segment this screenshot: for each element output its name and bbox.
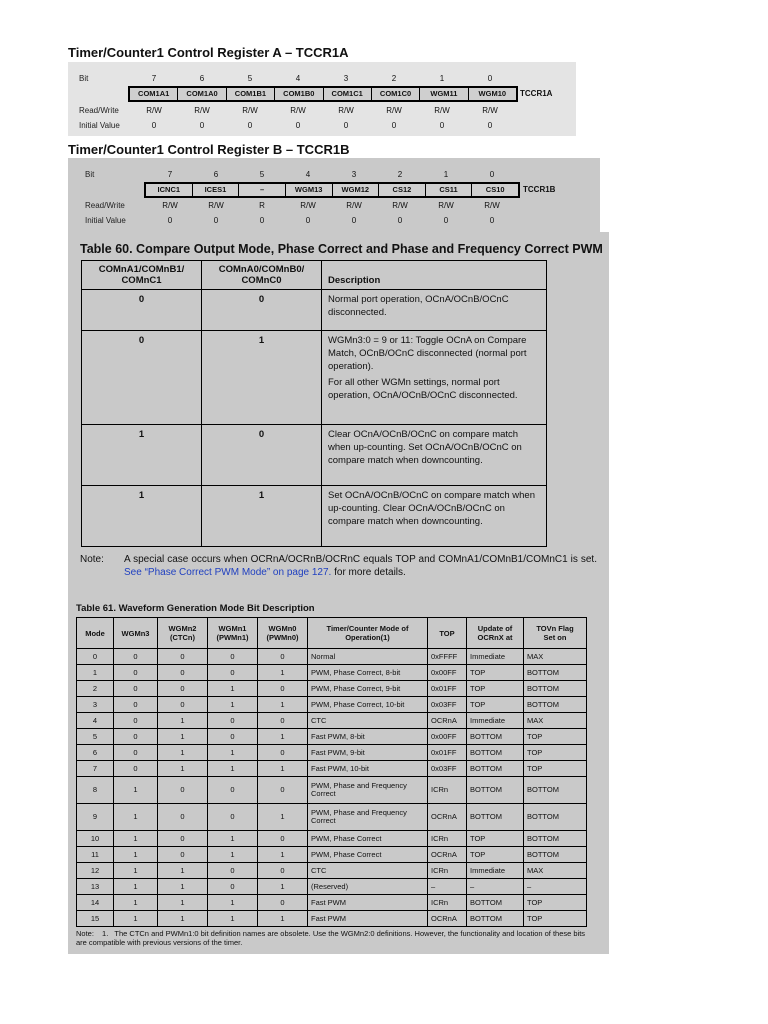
table-cell: 0 [208,863,258,879]
initial-value: 0 [247,121,253,130]
description-text: WGMn3:0 = 9 or 11: Toggle OCnA on Compare Match, OCnB/OCnC disconnected (normal port operation). [328,335,527,372]
read-write-value: R/W [438,201,454,210]
table-row [77,804,587,831]
table-cell: BOTTOM [524,831,587,847]
read-write-value: R/W [484,201,500,210]
register-b-block [68,158,600,234]
table-cell: 1 [202,486,322,547]
table-cell: TOP [467,697,524,713]
table-cell [322,486,547,547]
table-cell: 0 [158,831,208,847]
note-label: Note: [76,929,94,938]
table-cell: OCRnA [428,804,467,831]
register-field: CS11 [426,184,473,196]
table-cell: 0x03FF [428,697,467,713]
table-cell: 4 [77,713,114,729]
table-cell: – [467,879,524,895]
table-row [77,681,587,697]
table-cell: 0x00FF [428,665,467,681]
table-cell: 6 [77,745,114,761]
column-header: TOP [428,618,467,649]
table-cell: 13 [77,879,114,895]
register-field: ICES1 [193,184,240,196]
table-cell: 1 [258,847,308,863]
table-cell: 0 [158,697,208,713]
table-cell: 0x01FF [428,745,467,761]
bit-number: 3 [343,74,349,83]
table-cell: MAX [524,649,587,665]
register-b-fields [144,182,520,198]
bit-number: 5 [247,74,253,83]
bit-number: 6 [199,74,205,83]
table-cell: OCRnA [428,713,467,729]
bit-number: 4 [305,170,311,179]
table-cell: 0 [77,649,114,665]
initial-value: 0 [439,121,445,130]
bit-number: 0 [489,170,495,179]
column-header: TOVn Flag Set on [524,618,587,649]
table-row [77,697,587,713]
table-cell: 0 [208,665,258,681]
table-cell: 0 [258,831,308,847]
column-header: COMnA1/COMnB1/ COMnC1 [82,261,202,290]
initial-value: 0 [213,216,219,225]
register-a-block [68,62,576,136]
table-header-row [82,261,547,290]
table-cell: 0 [114,745,158,761]
table-60 [81,260,547,547]
bit-number: 5 [259,170,265,179]
table-cell: 1 [114,895,158,911]
table-cell: BOTTOM [524,665,587,681]
table-cell: – [524,879,587,895]
register-field: WGM12 [333,184,380,196]
table-cell: 0 [208,713,258,729]
table-cell: OCRnA [428,911,467,927]
table-cell: PWM, Phase Correct, 9-bit [308,681,428,697]
table-row [77,777,587,804]
note-label: Note: [80,554,104,565]
table-cell: 1 [82,486,202,547]
table-row [77,895,587,911]
table-cell [322,290,547,331]
table-cell: Immediate [467,649,524,665]
table-cell: 0 [208,804,258,831]
table-cell: TOP [524,911,587,927]
table-cell: 0xFFFF [428,649,467,665]
table-row [77,847,587,863]
initial-value: 0 [343,121,349,130]
table-cell: TOP [467,665,524,681]
register-field: WGM13 [286,184,333,196]
table-cell: 1 [258,879,308,895]
register-field: CS10 [485,185,505,194]
table-cell: Immediate [467,863,524,879]
bit-number: 7 [167,170,173,179]
table-cell: 1 [208,847,258,863]
table-cell: 0 [258,895,308,911]
table-cell: BOTTOM [467,895,524,911]
register-field: – [239,184,286,196]
table-cell: PWM, Phase Correct [308,831,428,847]
table-cell: ICRn [428,777,467,804]
table-cell: CTC [308,863,428,879]
table-cell: 0 [158,847,208,863]
table-cell: 5 [77,729,114,745]
table-cell: 2 [77,681,114,697]
register-field: COM1B0 [275,88,323,100]
column-header: WGMn3 [114,618,158,649]
table-cell: 9 [77,804,114,831]
read-write-value: R/W [338,106,354,115]
table-cell: 1 [258,665,308,681]
column-header: Timer/Counter Mode of Operation(1) [308,618,428,649]
table-cell: TOP [524,745,587,761]
table-cell: 0 [158,804,208,831]
table-cell: 0 [202,290,322,331]
bit-number: 6 [213,170,219,179]
initial-value: 0 [351,216,357,225]
table-cell: 11 [77,847,114,863]
table-cell: 1 [258,911,308,927]
table-row [77,713,587,729]
note-tail: for more details. [334,567,406,578]
table-row [77,761,587,777]
column-header: Mode [77,618,114,649]
read-write-value: R/W [242,106,258,115]
table-cell: MAX [524,713,587,729]
bit-number: 0 [487,74,493,83]
table-cell: BOTTOM [524,681,587,697]
table-cell: ICRn [428,863,467,879]
description-text: Normal port operation, OCnA/OCnB/OCnC disconnected. [328,294,509,318]
read-write-value: R/W [392,201,408,210]
table-cell: TOP [467,847,524,863]
table-cell: Immediate [467,713,524,729]
table-cell: 0 [258,863,308,879]
table-cell: – [428,879,467,895]
table-cell: 0 [114,681,158,697]
register-b-name: TCCR1B [523,185,556,194]
table-row [77,665,587,681]
table-cell: 0 [208,729,258,745]
table-cell: PWM, Phase and Frequency Correct [308,777,428,804]
initial-value: 0 [487,121,493,130]
table-cell: 0 [82,331,202,425]
read-write-value: R/W [162,201,178,210]
table-cell: 1 [158,863,208,879]
table-row [77,863,587,879]
table-cell: 0 [114,649,158,665]
table-cell: 0 [114,713,158,729]
table-cell: BOTTOM [467,777,524,804]
table-cell: 1 [158,879,208,895]
read-write-value: R/W [208,201,224,210]
table-cell: Fast PWM [308,895,428,911]
table-cell: ICRn [428,831,467,847]
table-row [77,745,587,761]
table-cell: PWM, Phase Correct [308,847,428,863]
initial-value: 0 [259,216,265,225]
bit-number: 7 [151,74,157,83]
table-61 [76,617,587,927]
register-field: ICNC1 [146,184,193,196]
initial-value: 0 [489,216,495,225]
table-cell: BOTTOM [467,761,524,777]
read-write-value: R/W [290,106,306,115]
table-cell: 8 [77,777,114,804]
table-cell: BOTTOM [467,911,524,927]
table-cell: 1 [258,729,308,745]
register-a-fields [128,86,518,102]
column-header: WGMn2 (CTCn) [158,618,208,649]
table-cell: 0 [114,697,158,713]
table-cell: 0 [258,681,308,697]
register-field: COM1A1 [130,88,178,100]
note-text: The CTCn and PWMn1:0 bit definition names are obsolete. Use the WGMn2:0 definitions. However, the functionality and location of these bits are compatible with previous versions of the timer. [76,929,586,947]
table-cell: 1 [158,745,208,761]
table-cell: 0 [158,665,208,681]
note-text-block [124,553,597,579]
table-cell: 0 [114,665,158,681]
initial-value-label: Initial Value [85,216,126,225]
description-text: Set OCnA/OCnB/OCnC on compare match when up-counting. Clear OCnA/OCnB/OCnC on compare match when downcounting. [328,490,535,527]
column-header: Description [322,261,547,290]
read-write-value: R/W [300,201,316,210]
bit-number: 1 [443,170,449,179]
table-cell: 1 [158,713,208,729]
table-cell: 0 [208,649,258,665]
table-cell: (Reserved) [308,879,428,895]
bit-number: 3 [351,170,357,179]
read-write-value: R/W [482,106,498,115]
initial-value: 0 [295,121,301,130]
initial-value: 0 [199,121,205,130]
table-cell: 0 [114,761,158,777]
table-cell: 1 [208,745,258,761]
table-cell: 15 [77,911,114,927]
table-cell: 0 [114,729,158,745]
table-cell: OCRnA [428,847,467,863]
table-cell: Fast PWM, 9-bit [308,745,428,761]
table-row [77,879,587,895]
bit-number: 2 [397,170,403,179]
table-cell: 1 [77,665,114,681]
table-cell: 0 [158,681,208,697]
register-field: CS12 [379,184,426,196]
table-cell: BOTTOM [524,847,587,863]
table-row [77,649,587,665]
table-cell: 1 [258,697,308,713]
initial-value: 0 [167,216,173,225]
register-field: COM1C0 [372,88,420,100]
table-cell: 1 [208,697,258,713]
table-cell: 1 [208,895,258,911]
table-cell: 1 [258,761,308,777]
column-header: Update of OCRnX at [467,618,524,649]
initial-value: 0 [397,216,403,225]
table-cell: 0 [258,649,308,665]
register-field: WGM11 [420,88,468,100]
initial-value: 0 [151,121,157,130]
description-text: Clear OCnA/OCnB/OCnC on compare match when up-counting. Set OCnA/OCnB/OCnC on compare match when downcounting. [328,429,522,466]
table-cell: 1 [158,729,208,745]
table-cell: 0 [158,777,208,804]
register-field: COM1A0 [178,88,226,100]
table-cell: PWM, Phase Correct, 8-bit [308,665,428,681]
table-cell: 1 [158,911,208,927]
table-cell: 0 [82,290,202,331]
table-row [77,911,587,927]
table-cell: 0 [258,745,308,761]
column-header: WGMn0 (PWMn0) [258,618,308,649]
table-cell: TOP [467,831,524,847]
table-cell: BOTTOM [467,804,524,831]
bit-number: 1 [439,74,445,83]
read-write-label: Read/Write [85,201,125,210]
table-cell: MAX [524,863,587,879]
table-cell: 1 [208,831,258,847]
table-cell: TOP [467,681,524,697]
read-write-label: Read/Write [79,106,119,115]
initial-value: 0 [305,216,311,225]
initial-value: 0 [443,216,449,225]
note-text: A special case occurs when OCRnA/OCRnB/OCRnC equals TOP and COMnA1/COMnB1/COMnC1 is set. [124,554,597,565]
page-reference-link[interactable]: See “Phase Correct PWM Mode” on page 127. [124,567,332,578]
table-61-body [77,649,587,927]
read-write-value: R/W [346,201,362,210]
table-cell: PWM, Phase and Frequency Correct [308,804,428,831]
table-row [82,425,547,486]
register-a-title: Timer/Counter1 Control Register A – TCCR1A [68,45,349,60]
table-cell: 1 [158,895,208,911]
table-cell: 1 [114,863,158,879]
table-cell: 3 [77,697,114,713]
register-field: WGM10 [478,89,507,98]
table-cell: 1 [114,911,158,927]
table-cell: 7 [77,761,114,777]
read-write-value: R/W [434,106,450,115]
table-cell: 0 [158,649,208,665]
table-cell: 1 [114,879,158,895]
read-write-value: R/W [386,106,402,115]
table-cell: 0x00FF [428,729,467,745]
table-cell: 1 [208,681,258,697]
table-row [77,729,587,745]
table-cell: 0 [202,425,322,486]
read-write-value: R/W [146,106,162,115]
table-cell [322,425,547,486]
table-cell: CTC [308,713,428,729]
table-cell: Fast PWM [308,911,428,927]
table-cell: 0 [208,879,258,895]
table-cell: BOTTOM [524,697,587,713]
table-cell: Normal [308,649,428,665]
table-cell: Fast PWM, 10-bit [308,761,428,777]
register-a-name: TCCR1A [520,89,553,98]
table-cell: 1 [202,331,322,425]
table-cell: 10 [77,831,114,847]
table-cell: 1 [82,425,202,486]
column-header: COMnA0/COMnB0/ COMnC0 [202,261,322,290]
table-cell: 0 [208,777,258,804]
table-cell: TOP [524,761,587,777]
bit-label: Bit [85,170,95,179]
table-cell: 0x01FF [428,681,467,697]
table-cell: 1 [114,777,158,804]
table-cell: 0x03FF [428,761,467,777]
table-61-title: Table 61. Waveform Generation Mode Bit Description [76,603,315,614]
table-row [82,486,547,547]
table-cell: 1 [114,804,158,831]
table-cell: 1 [114,831,158,847]
bit-label: Bit [79,74,89,83]
bit-number: 2 [391,74,397,83]
initial-value-label: Initial Value [79,121,120,130]
table-cell: TOP [524,895,587,911]
table-cell: BOTTOM [467,745,524,761]
note-number: 1. [102,929,109,938]
column-header: WGMn1 (PWMn1) [208,618,258,649]
table-cell: ICRn [428,895,467,911]
table-cell: PWM, Phase Correct, 10-bit [308,697,428,713]
table-cell: BOTTOM [467,729,524,745]
read-write-value: R/W [194,106,210,115]
table-cell: 0 [258,713,308,729]
table-header-row [77,618,587,649]
table-60-note [80,553,597,579]
register-field: COM1B1 [227,88,275,100]
table-cell: Fast PWM, 8-bit [308,729,428,745]
table-cell: 1 [258,804,308,831]
table-row [82,331,547,425]
table-cell: BOTTOM [524,777,587,804]
table-cell: 0 [258,777,308,804]
read-write-value: R [259,201,265,210]
table-cell: 1 [208,761,258,777]
table-row [77,831,587,847]
register-b-title: Timer/Counter1 Control Register B – TCCR1B [68,142,350,157]
table-cell [322,331,547,425]
table-cell: BOTTOM [524,804,587,831]
register-field: COM1C1 [324,88,372,100]
bit-number: 4 [295,74,301,83]
table-60-title: Table 60. Compare Output Mode, Phase Correct and Phase and Frequency Correct PWM [80,242,603,256]
table-cell: 1 [208,911,258,927]
description-text: For all other WGMn settings, normal port operation, OCnA/OCnB/OCnC disconnected. [328,377,518,401]
table-cell: 1 [114,847,158,863]
table-cell: TOP [524,729,587,745]
initial-value: 0 [391,121,397,130]
table-row [82,290,547,331]
table-61-note [76,929,588,947]
table-cell: 1 [158,761,208,777]
table-cell: 14 [77,895,114,911]
table-cell: 12 [77,863,114,879]
